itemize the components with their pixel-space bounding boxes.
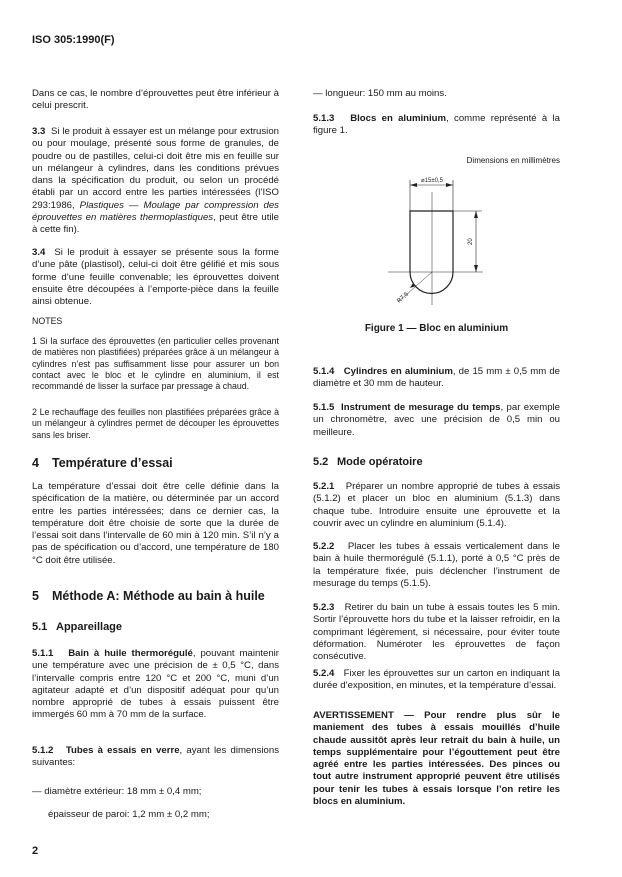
clause-5-2-1 [313, 481, 560, 530]
clause-text: , par exemple un chronomètre, avec une précision de 0,5 min ou meilleure. [313, 402, 561, 438]
figure-units-note: Dimensions en millimètres [466, 156, 560, 165]
section-number: 5 [32, 589, 39, 603]
section-title: Mode opératoire [337, 456, 423, 468]
clause-text: , peut être utile à cette fin). [32, 212, 279, 236]
clause-number: 5.2.3 [313, 602, 335, 613]
block-outline [410, 211, 453, 294]
clause-number: 5.2.4 [313, 668, 335, 679]
section-number: 4 [32, 456, 39, 470]
clause-text: , de 15 mm ± 0,5 mm de diamètre et 30 mm de hauteur. [313, 366, 560, 390]
clause-text: , comme représenté à la figure 1. [313, 113, 560, 137]
arrowhead [474, 211, 478, 218]
clause-number: 3.4 [32, 247, 46, 258]
clause-3-4 [32, 247, 279, 308]
clause-text: , ayant les dimensions suivantes: [32, 745, 280, 769]
dimension-item-length: — longueur: 150 mm au moins. [313, 88, 447, 99]
clause-number: 5.1.5 [313, 402, 335, 413]
clause-text: , pouvant maintenir une température avec une précision de ± 0,5 °C, dans l’intervalle compris entre 120 °C et 200 °C, muni d’un agitateur adapté et d’un dispositif adéquat pour qu’un nombre approprié de tubes à essais puissent être immergés 60 mm à 70 mm de la surface. [32, 648, 279, 721]
clause-term: Instrument de mesurage du temps [341, 402, 501, 413]
dimension-item-thickness: épaisseur de paroi: 1,2 mm ± 0,2 mm; [48, 809, 210, 820]
clause-number: 5.2.1 [313, 481, 335, 492]
note-2: 2 Le rechauffage des feuilles non plastifiées préparées grâce à un mélangeur à cylindres permet de découper les éprouvettes sans les briser. [32, 407, 279, 440]
arrowhead [410, 283, 416, 288]
clause-5-1-2 [32, 745, 279, 770]
clause-number: 5.1.1 [32, 648, 54, 659]
section-number: 5.1 [32, 621, 48, 633]
figure-caption: Figure 1 — Bloc en aluminium [364, 323, 509, 334]
clause-number: 5.1.2 [32, 745, 54, 756]
clause-5-1-5 [313, 402, 560, 439]
clause-text: Préparer un nombre approprié de tubes à essais (5.1.2) et placer un bloc en aluminium (5.1.3) dans chaque tube. Introduire ensuite une éprouvette et la couvrir avec un cylindre en aluminium (5.1.4). [313, 481, 561, 529]
clause-number: 5.1.3 [313, 113, 335, 124]
section-4-heading [32, 456, 173, 470]
notes-title: NOTES [32, 316, 63, 326]
clause-term: Cylindres en aluminium [343, 366, 453, 377]
clause-5-2-3 [313, 602, 560, 663]
clause-text: Si le produit à essayer est un mélange pour extrusion ou pour moulage, présenté sous forme de granules, de poudre ou de pastilles, celui-ci doit être mis en feuille sur un mélangeur à cylindres, dans les conditions prévues dans la spécification du produit, ou selon un procédé établi par un accord entre les parties intéressées (l’ISO 293:1986, [32, 126, 279, 211]
clause-5-1-1 [32, 648, 279, 722]
clause-5-1-3 [313, 113, 560, 138]
note-1: 1 Si la surface des éprouvettes (en particulier celles provenant de matières non plastifiées) préparées grâce à un mélangeur à cylindres n’est pas suffisamment lisse pour assurer un bon contact avec le bloc et le cylindre en aluminium, il est recommandé de lisser la surface par pressage à chaud. [32, 336, 279, 392]
clause-term: Blocs en aluminium [350, 113, 447, 124]
radius-label: R7,5 [396, 291, 410, 305]
arrowhead [410, 183, 417, 187]
clause-term: Tubes à essais en verre [65, 745, 180, 756]
warning-paragraph: AVERTISSEMENT — Pour rendre plus sûr le maniement des tubes à essais mouillés d’huile chaude aussitôt après leur retrait du bain à huile, un temps supplémentaire pour l’égouttement peut être agréé entre les parties intéressées. Des pinces ou tout autre instrument approprié peuvent être utilisés pour tenir les tubes à essais lorsque l’on retire les blocs en aluminium. [313, 710, 560, 808]
clause-term: Bain à huile thermorégulé [68, 648, 193, 659]
clause-number: 5.2.2 [313, 541, 335, 552]
page-number: 2 [32, 845, 39, 857]
height-label: 20 [468, 238, 474, 245]
clause-number: 3.3 [32, 126, 46, 137]
section-5-heading [32, 589, 265, 603]
clause-text: Si le produit à essayer se présente sous la forme d’une pâte (plastisol), celui-ci doit être gélifié et mis sous forme d’une feuille convenable; les éprouvettes doivent ensuite être découpées à l’emporte-pièce dans la feuille ainsi obtenue. [32, 247, 279, 308]
arrowhead [446, 183, 453, 187]
dimension-item-diameter: — diamètre extérieur: 18 mm ± 0,4 mm; [32, 786, 202, 797]
clause-number: 5.1.4 [313, 366, 335, 377]
clause-5-2-4 [313, 668, 560, 693]
section-title: Appareillage [56, 621, 123, 633]
section-5-1-heading [32, 621, 122, 633]
document-header: ISO 305:1990(F) [32, 34, 115, 46]
diameter-label: ⌀15±0,5 [421, 178, 443, 184]
arrowhead [474, 265, 478, 272]
section-title: Méthode A: Méthode au bain à huile [52, 589, 265, 603]
clause-text: Fixer les éprouvettes sur un carton en indiquant la durée d’exposition, en minutes, et la température d’essai. [313, 668, 560, 692]
clause-text: Placer les tubes à essais verticalement dans le bain à huile thermorégulé (5.1.1), porté à 0,5 °C près de la température fixée, puis déclencher l’instrument de mesurage du temps (5.1.5). [313, 541, 561, 589]
section-number: 5.2 [313, 456, 329, 468]
cited-title: Plastiques — Moulage par compression des éprouvettes en matières thermoplastiques [32, 199, 279, 224]
section-title: Température d’essai [52, 456, 173, 470]
clause-5-2-2 [313, 541, 560, 590]
figure-aluminium-block-drawing [370, 170, 500, 315]
clause-3-3 [32, 126, 279, 237]
clause-5-1-4 [313, 366, 560, 391]
section-4-text: La température d’essai doit être celle définie dans la spécification de la matière, ou déterminée par un accord entre les parties intéressées; dans ce dernier cas, la température doit être choisie de sorte que la durée de l’essai soit dans l’intervalle de 60 min à 120 min. S’il n’y a pas de spécification ou d’accord, une température de 180 °C doit être utilisée. [32, 481, 279, 566]
section-5-2-heading [313, 456, 423, 468]
paragraph-intro: Dans ce cas, le nombre d’éprouvettes peut être inférieur à celui prescrit. [32, 88, 279, 112]
clause-text: Retirer du bain un tube à essais toutes les 5 min. Sortir l’éprouvette hors du tube et la laisser refroidir, en la comprimant légèrement, si nécessaire, pour éviter toute déformation. Numéroter les éprouvettes de façon consécutive. [313, 602, 560, 663]
